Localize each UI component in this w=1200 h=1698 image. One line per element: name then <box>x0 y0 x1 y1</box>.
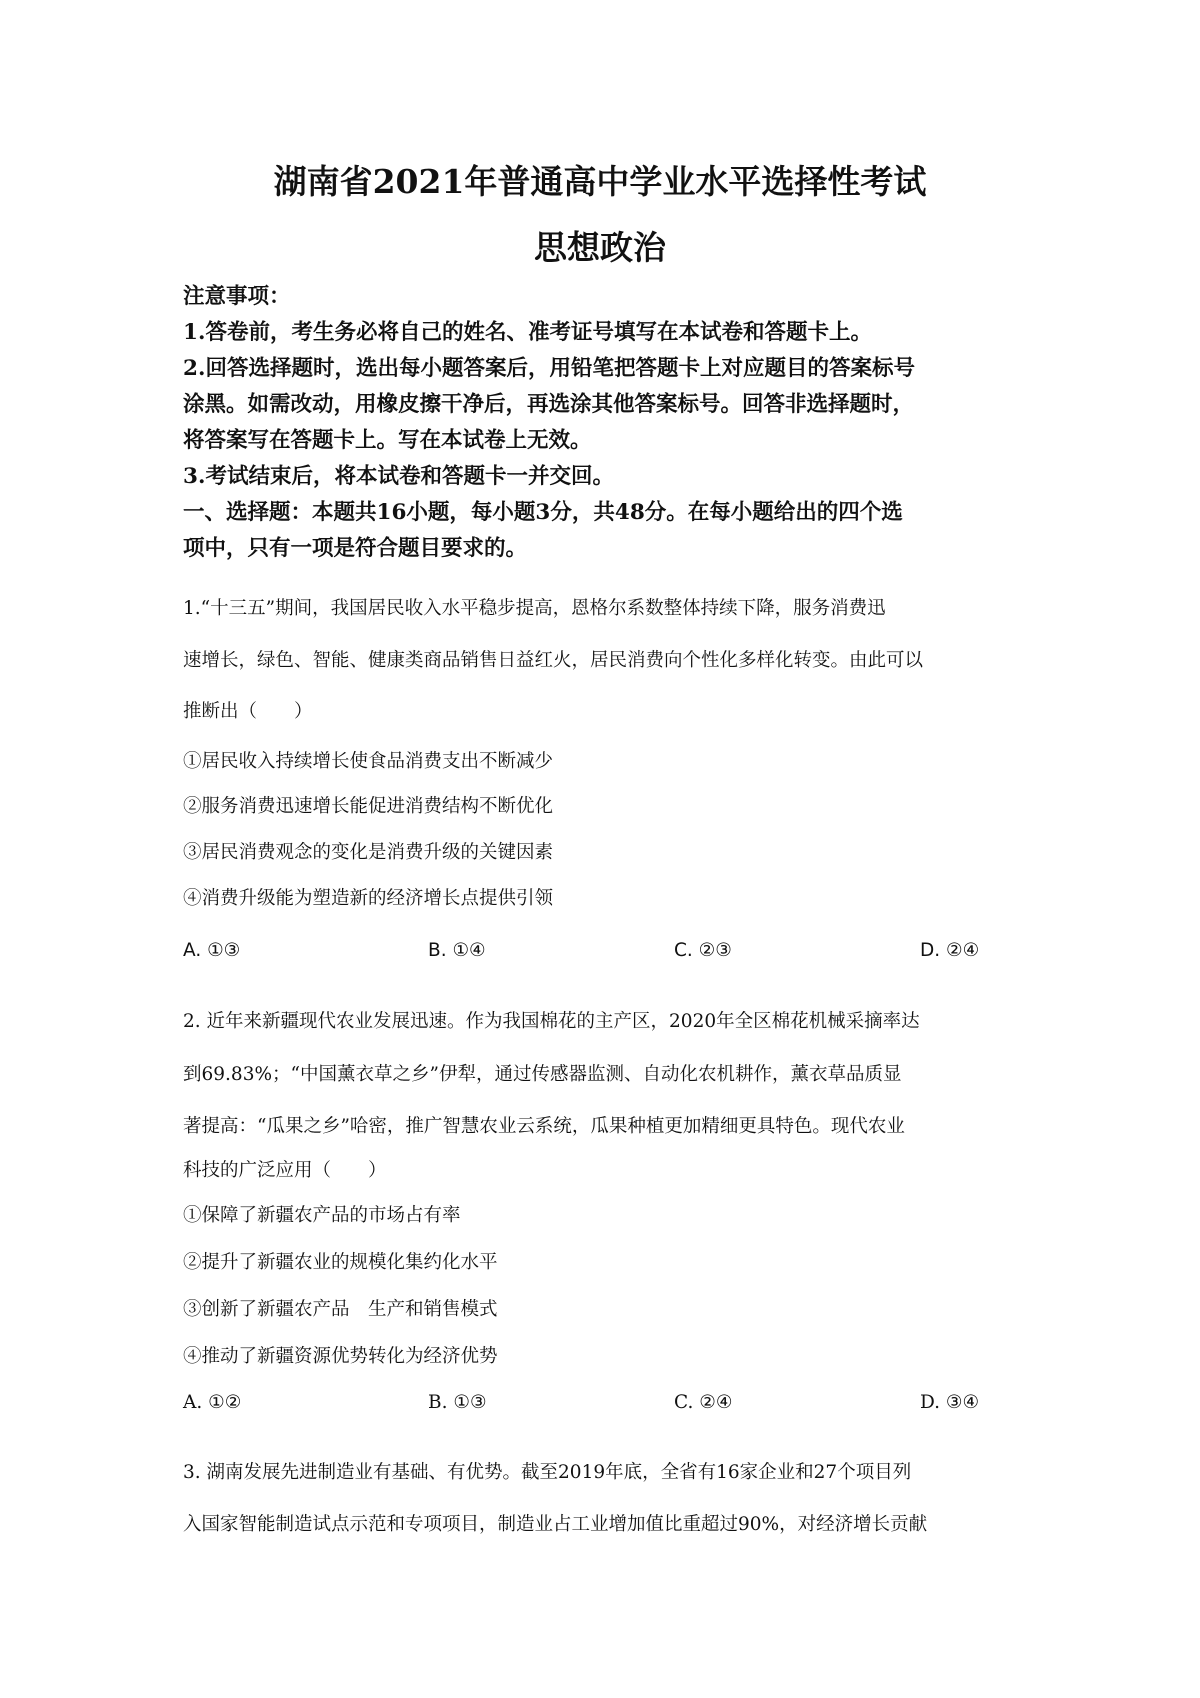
notice-item: 3.考试结束后，将本试卷和答题卡一并交回。 <box>183 464 614 489</box>
question-1-stem: 推断出（ ） <box>183 701 313 722</box>
question-1-stem: 1.“十三五”期间，我国居民收入水平稳步提高，恩格尔系数整体持续下降，服务消费迅 <box>183 598 886 619</box>
question-3-stem: 入国家智能制造试点示范和专项项目，制造业占工业增加值比重超过90%，对经济增长贡献 <box>183 1514 928 1535</box>
notice-item: 1.答卷前，考生务必将自己的姓名、准考证号填写在本试卷和答题卡上。 <box>183 320 872 345</box>
notice-item: 涂黑。如需改动，用橡皮擦干净后，再选涂其他答案标号。回答非选择题时， <box>183 392 915 417</box>
question-1-option-a[interactable]: A. ①③ <box>183 940 241 961</box>
question-1-statement: ③居民消费观念的变化是消费升级的关键因素 <box>183 842 554 863</box>
question-1-stem: 速增长，绿色、智能、健康类商品销售日益红火，居民消费向个性化多样化转变。由此可以 <box>183 650 924 671</box>
notice-heading: 注意事项： <box>183 284 291 309</box>
question-2-stem: 到69.83%；“中国薰衣草之乡”伊犁，通过传感器监测、自动化农机耕作，薰衣草品质显 <box>183 1064 902 1085</box>
question-2-stem: 科技的广泛应用（ ） <box>183 1160 387 1181</box>
section-heading: 一、选择题：本题共16小题，每小题3分，共48分。在每小题给出的四个选 <box>183 500 903 525</box>
question-2-option-d[interactable]: D. ③④ <box>920 1392 980 1413</box>
question-2-statement: ④推动了新疆资源优势转化为经济优势 <box>183 1346 498 1367</box>
question-1-option-d[interactable]: D. ②④ <box>920 940 980 961</box>
question-1-statement: ②服务消费迅速增长能促进消费结构不断优化 <box>183 796 554 817</box>
notice-item: 将答案写在答题卡上。写在本试卷上无效。 <box>183 428 592 453</box>
question-2-stem: 著提高：“瓜果之乡”哈密，推广智慧农业云系统，瓜果种植更加精细更具特色。现代农业 <box>183 1116 905 1137</box>
question-2-statement: ②提升了新疆农业的规模化集约化水平 <box>183 1252 498 1273</box>
question-2-option-b[interactable]: B. ①③ <box>428 1392 487 1413</box>
question-3-stem: 3. 湖南发展先进制造业有基础、有优势。截至2019年底，全省有16家企业和27个项目列 <box>183 1462 912 1483</box>
question-1-option-b[interactable]: B. ①④ <box>428 940 486 961</box>
question-2-option-c[interactable]: C. ②④ <box>674 1392 733 1413</box>
section-heading: 项中，只有一项是符合题目要求的。 <box>183 536 528 561</box>
question-1-statement: ④消费升级能为塑造新的经济增长点提供引领 <box>183 888 554 909</box>
exam-title: 湖南省2021年普通高中学业水平选择性考试 <box>273 162 927 201</box>
question-1-option-c[interactable]: C. ②③ <box>674 940 732 961</box>
question-2-statement: ①保障了新疆农产品的市场占有率 <box>183 1205 461 1226</box>
question-1-statement: ①居民收入持续增长使食品消费支出不断减少 <box>183 751 554 772</box>
question-2-statement: ③创新了新疆农产品 生产和销售模式 <box>183 1299 498 1320</box>
question-2-option-a[interactable]: A. ①② <box>183 1392 242 1413</box>
subject-title: 思想政治 <box>534 228 666 267</box>
question-2-stem: 2. 近年来新疆现代农业发展迅速。作为我国棉花的主产区，2020年全区棉花机械采摘率达 <box>183 1011 920 1032</box>
notice-item: 2.回答选择题时，选出每小题答案后，用铅笔把答题卡上对应题目的答案标号 <box>183 356 915 381</box>
